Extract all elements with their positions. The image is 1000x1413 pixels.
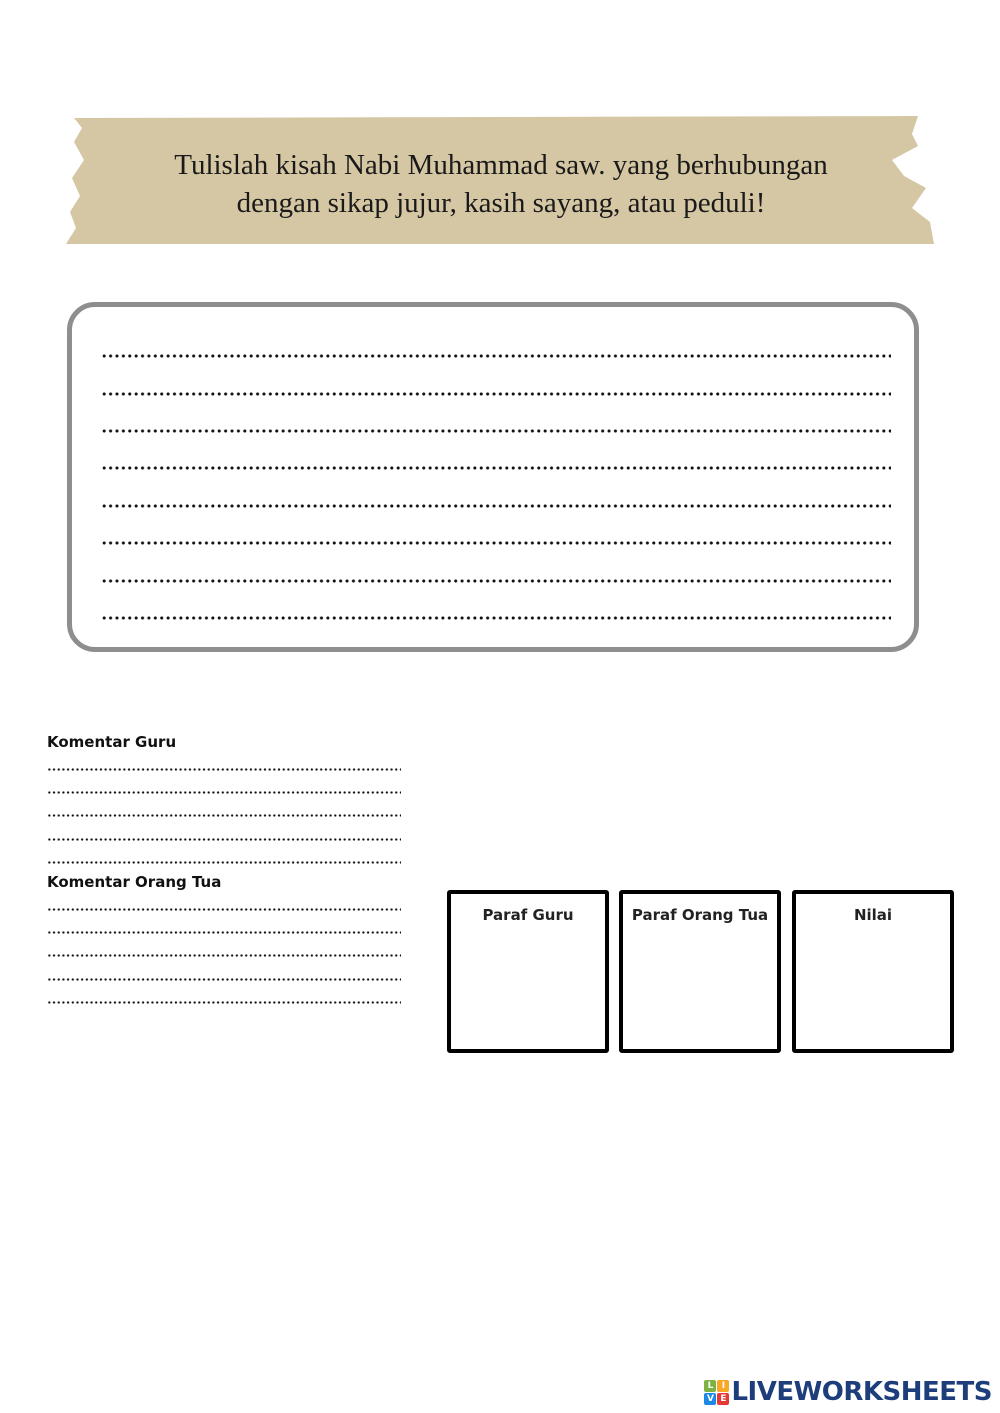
teacher-signature-box[interactable] xyxy=(447,890,609,1053)
live-grid-icon xyxy=(704,1380,729,1405)
teacher-comment-line-1[interactable] xyxy=(47,768,401,771)
logo-letter-e: E xyxy=(717,1393,729,1405)
instruction-banner xyxy=(66,116,936,246)
logo-letter-i: I xyxy=(717,1380,729,1392)
writing-line-5[interactable] xyxy=(101,504,891,508)
instruction-line-2: dengan sikap jujur, kasih sayang, atau peduli! xyxy=(236,187,766,219)
instruction-line-1: Tulislah kisah Nabi Muhammad saw. yang berhubungan xyxy=(174,149,828,181)
brand-name: LIVEWORKSHEETS xyxy=(731,1377,992,1407)
teacher-comment-line-5[interactable] xyxy=(47,861,401,864)
liveworksheets-logo[interactable] xyxy=(704,1377,992,1407)
teacher-signature-label: Paraf Guru xyxy=(482,906,574,924)
score-label: Nilai xyxy=(853,906,893,924)
parent-comment-label: Komentar Orang Tua xyxy=(47,873,222,891)
writing-line-7[interactable] xyxy=(101,579,891,583)
teacher-comment-line-2[interactable] xyxy=(47,791,401,794)
parent-comment-line-3[interactable] xyxy=(47,954,401,957)
writing-line-4[interactable] xyxy=(101,466,891,470)
teacher-comment-label: Komentar Guru xyxy=(47,733,177,751)
parent-signature-box[interactable] xyxy=(619,890,781,1053)
score-box[interactable] xyxy=(792,890,954,1053)
logo-letter-v: V xyxy=(704,1393,716,1405)
teacher-comment-line-4[interactable] xyxy=(47,838,401,841)
writing-line-1[interactable] xyxy=(101,354,891,358)
parent-comment-line-4[interactable] xyxy=(47,978,401,981)
writing-line-8[interactable] xyxy=(101,616,891,620)
parent-comment-line-2[interactable] xyxy=(47,931,401,934)
parent-comment-line-5[interactable] xyxy=(47,1001,401,1004)
parent-comment-line-1[interactable] xyxy=(47,908,401,911)
writing-line-3[interactable] xyxy=(101,429,891,433)
writing-line-6[interactable] xyxy=(101,541,891,545)
teacher-comment-line-3[interactable] xyxy=(47,814,401,817)
writing-line-2[interactable] xyxy=(101,392,891,396)
parent-signature-label: Paraf Orang Tua xyxy=(631,906,769,924)
logo-letter-l: L xyxy=(704,1380,716,1392)
